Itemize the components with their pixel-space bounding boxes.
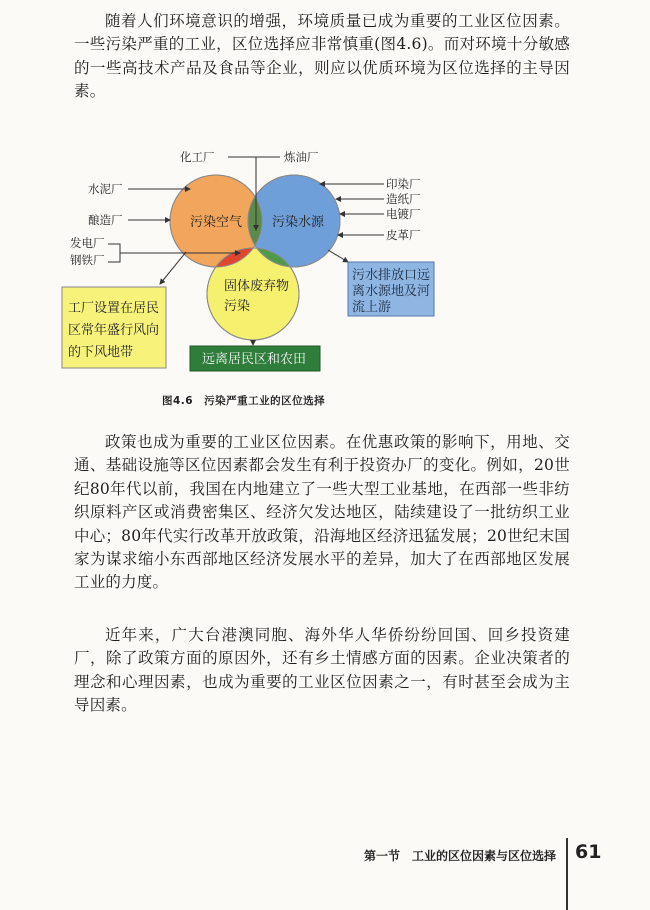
figure-4-6-diagram [0,0,650,420]
box-sewage-line-2: 离水源地及河 [352,284,431,299]
footer-section-title: 第一节 工业的区位因素与区位选择 [364,849,557,863]
box-downwind-line-2: 区常年盛行风向 [68,323,160,338]
label-brewery: 酿造厂 [88,213,123,227]
box-sewage-line-1: 污水排放口远 [352,268,431,283]
label-water-circle: 污染水源 [272,215,325,230]
paragraph-sentiment: 近年来，广大台港澳同胞、海外华人华侨纷纷回国、回乡投资建厂，除了政策方面的原因外，还有乡土情感方面的因素。企业决策者的理念和心理因素，也成为重要的工业区位因素之一，有时甚至会成为主导因素。 [74,626,570,715]
label-cement-plant: 水泥厂 [88,182,123,196]
label-refinery: 炼油厂 [284,150,319,164]
box-sewage-line-3: 流上游 [352,300,392,315]
label-solid-circle-2: 污染 [224,299,251,314]
label-chemical-plant: 化工厂 [180,150,215,164]
page-number: 61 [575,841,602,863]
paragraph-policy: 政策也成为重要的工业区位因素。在优惠政策的影响下，用地、交通、基础设施等区位因素都会发生有利于投资办厂的变化。例如，20世纪80年代以前，我国在内地建立了一些大型工业基地，在西部一些非纺织原料产区或消费密集区、经济欠发达地区，陆续建设了一批纺织工业中心；80年代实行改革开放政策，沿海地区经济迅猛发展；20世纪末国家为谋求缩小东西部地区经济发展水平的差异，加大了在西部地区发展工业的力度。 [74,433,570,592]
paragraph-environment: 随着人们环境意识的增强，环境质量已成为重要的工业区位因素。一些污染严重的工业，区位选择应非常慎重(图4.6)。而对环境十分敏感的一些高技术产品及食品等企业，则应以优质环境为区位选择的主导因素。 [74,12,570,101]
box-downwind-line-1: 工厂设置在居民 [68,301,160,316]
figure-caption: 图4.6 污染严重工业的区位选择 [162,395,326,407]
label-electroplating-plant: 电镀厂 [386,207,421,221]
label-printing-dyeing-plant: 印染厂 [386,177,421,191]
footer-divider [566,838,568,910]
label-power-plant: 发电厂 [70,236,105,250]
label-tannery: 皮革厂 [386,228,421,242]
label-paper-mill: 造纸厂 [386,192,421,206]
label-air-circle: 污染空气 [190,215,243,230]
box-downwind-line-3: 的下风地带 [68,345,134,360]
box-farmland-label: 远离居民区和农田 [202,352,307,367]
label-steel-plant: 钢铁厂 [70,253,105,267]
label-solid-circle-1: 固体废弃物 [224,279,290,294]
